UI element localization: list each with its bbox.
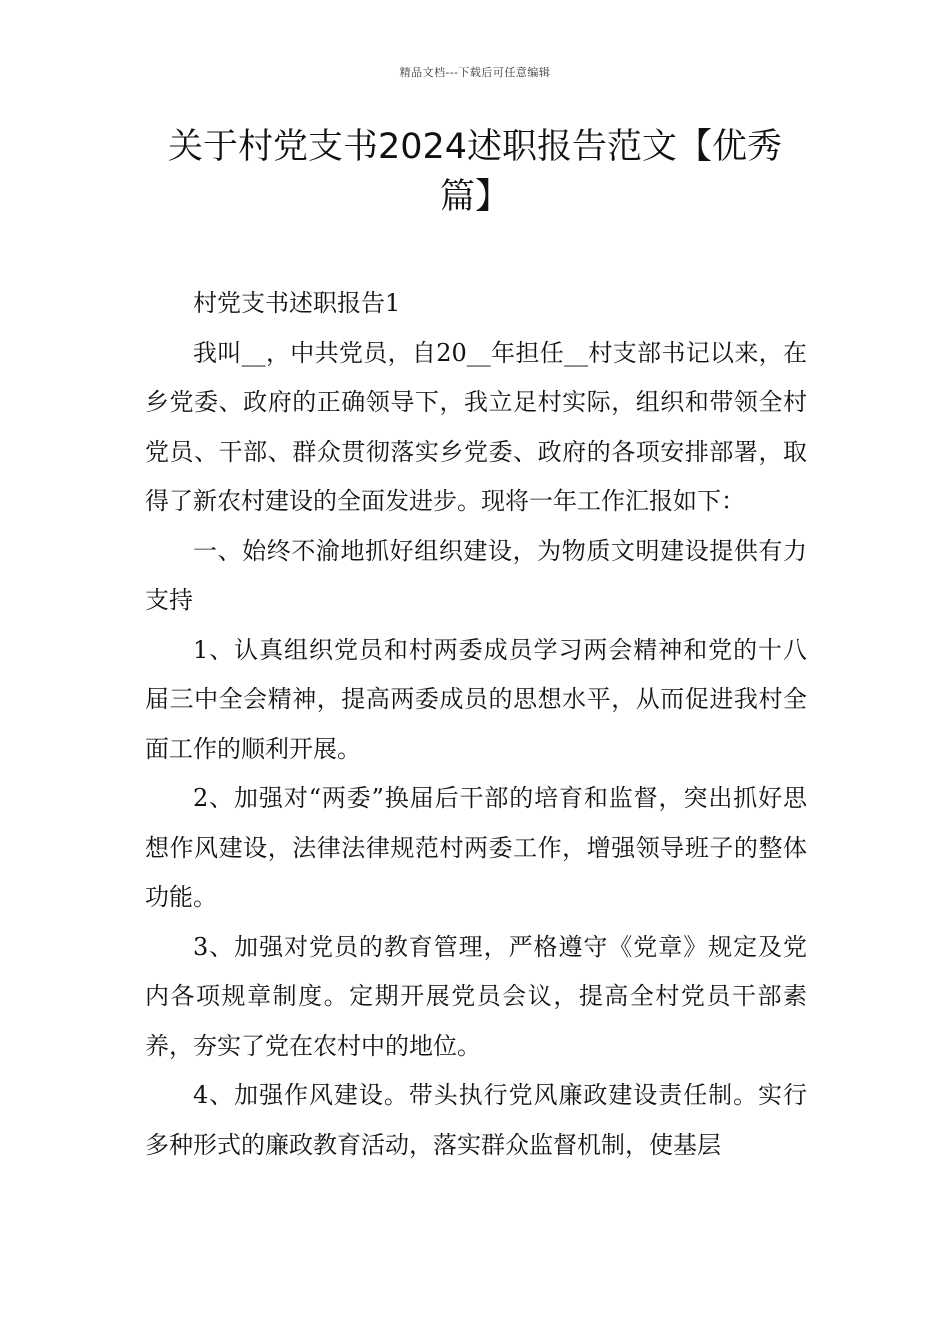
paragraph-item-4: 4、加强作风建设。带头执行党风廉政建设责任制。实行多种形式的廉政教育活动，落实群众监督机制，使基层 [145,1081,807,1159]
document-body [145,279,807,1170]
header-note: 精品文档---下载后可任意编辑 [399,66,551,79]
paragraph-report-heading: 村党支书述职报告1 [193,289,401,317]
paragraph-intro: 我叫__，中共党员，自20__年担任__村支部书记以来，在乡党委、政府的正确领导下，我立足村实际，组织和带领全村党员、干部、群众贯彻落实乡党委、政府的各项安排部署，取得了新农村建设的全面发进步。现将一年工作汇报如下： [145,338,807,515]
paragraph-item-2: 2、加强对“两委”换届后干部的培育和监督，突出抓好思想作风建设，法律法律规范村两委工作，增强领导班子的整体功能。 [145,784,807,911]
document-title: 关于村党支书2024述职报告范文【优秀篇】 [167,127,783,217]
paragraph-section-one-heading: 一、始终不渝地抓好组织建设，为物质文明建设提供有力支持 [145,536,807,614]
paragraph-item-1: 1、认真组织党员和村两委成员学习两会精神和党的十八届三中全会精神，提高两委成员的思想水平，从而促进我村全面工作的顺利开展。 [145,635,807,763]
paragraph-item-3: 3、加强对党员的教育管理，严格遵守《党章》规定及党内各项规章制度。定期开展党员会议，提高全村党员干部素养，夯实了党在农村中的地位。 [145,932,807,1060]
